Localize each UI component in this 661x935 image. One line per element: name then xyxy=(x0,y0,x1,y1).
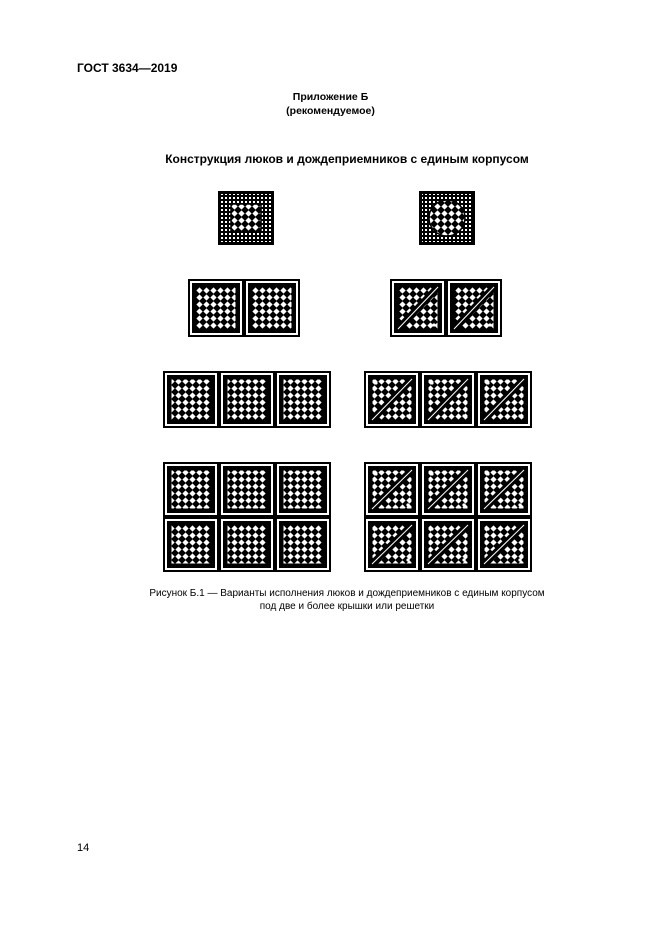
page-number: 14 xyxy=(77,842,90,854)
hatch-double-diagonal xyxy=(390,279,502,337)
hatch-triple-diagonal xyxy=(364,371,532,428)
hatch-six-diagonal xyxy=(364,462,532,572)
hatch-double-lattice xyxy=(188,279,300,337)
appendix-status: (рекомендуемое) xyxy=(286,105,375,117)
hatch-six-lattice xyxy=(163,462,331,572)
appendix-title: Приложение Б xyxy=(292,91,369,103)
figure-caption-line-1: Рисунок Б.1 — Варианты исполнения люков и дождеприемников с единым корпусом xyxy=(149,588,545,599)
hatch-single-square xyxy=(218,191,274,245)
section-title: Конструкция люков и дождеприемников с единым корпусом xyxy=(165,152,529,166)
document-code: ГОСТ 3634—2019 xyxy=(77,61,178,75)
hatch-triple-lattice xyxy=(163,371,331,428)
figure-caption-line-2: под две и более крышки или решетки xyxy=(259,601,435,612)
hatch-single-circle xyxy=(419,191,475,245)
